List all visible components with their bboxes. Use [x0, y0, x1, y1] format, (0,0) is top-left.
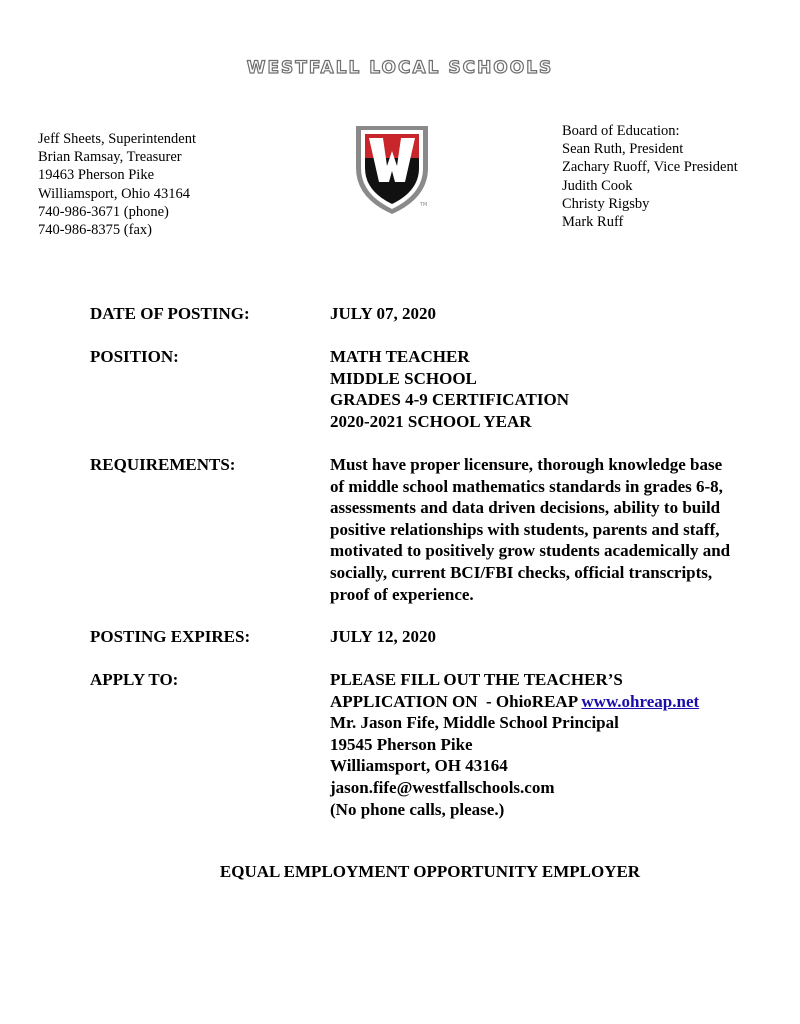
position-line: GRADES 4-9 CERTIFICATION [330, 390, 570, 410]
principal-name-line: Mr. Jason Fife, Middle School Principal [330, 713, 619, 733]
shield-icon [352, 124, 432, 216]
address-city-line: Williamsport, Ohio 43164 [38, 185, 191, 202]
treasurer-line: Brian Ramsay, Treasurer [38, 149, 182, 166]
equal-opportunity-statement: EQUAL EMPLOYMENT OPPORTUNITY EMPLOYER [219, 862, 641, 881]
board-member: Sean Ruth, President [562, 141, 684, 158]
board-heading: Board of Education: [562, 123, 680, 139]
apply-to-value [330, 669, 780, 820]
phone-line: 740-986-3671 (phone) [38, 203, 169, 220]
requirements-line: positive relationships with students, parents and staff, [330, 519, 720, 539]
board-member: Zachary Ruoff, Vice President [562, 159, 738, 176]
requirements-line: Must have proper licensure, thorough knowledge base [330, 455, 723, 474]
svg-text:TM: TM [420, 202, 428, 208]
apply-application-line [330, 691, 780, 713]
position-line: 2020-2021 SCHOOL YEAR [330, 411, 532, 431]
no-phone-calls-note: (No phone calls, please.) [330, 799, 505, 819]
apply-to-label: APPLY TO: [90, 670, 179, 689]
position-value [330, 346, 780, 432]
board-member: Christy Rigsby [562, 195, 650, 212]
westfall-shield-logo [352, 124, 432, 216]
position-label: POSITION: [90, 347, 179, 366]
requirements-line: of middle school mathematics standards in grades 6-8, [330, 476, 723, 496]
ohreap-link[interactable]: www.ohreap.net [581, 691, 700, 711]
requirements-value [330, 454, 780, 605]
position-line: MATH TEACHER [330, 347, 470, 366]
principal-street-line: 19545 Pherson Pike [330, 734, 473, 754]
date-of-posting-value: JULY 07, 2020 [330, 304, 436, 323]
apply-instruction-line: PLEASE FILL OUT THE TEACHER’S [330, 670, 623, 689]
requirements-line: assessments and data driven decisions, ability to build [330, 498, 721, 518]
date-of-posting-label: DATE OF POSTING: [90, 304, 250, 323]
requirements-line: motivated to positively grow students academically and [330, 541, 731, 561]
address-street-line: 19463 Pherson Pike [38, 167, 154, 184]
position-line: MIDDLE SCHOOL [330, 368, 477, 388]
posting-expires-value: JULY 12, 2020 [330, 627, 436, 646]
board-of-education-block [562, 122, 738, 231]
superintendent-line: Jeff Sheets, Superintendent [38, 131, 196, 147]
apply-application-text: APPLICATION ON - OhioREAP [330, 691, 582, 711]
board-member: Mark Ruff [562, 214, 624, 231]
requirements-line: socially, current BCI/FBI checks, official transcripts, [330, 562, 713, 582]
principal-city-line: Williamsport, OH 43164 [330, 756, 508, 776]
administration-contact-block [38, 130, 196, 239]
posting-expires-label: POSTING EXPIRES: [90, 627, 251, 646]
requirements-label: REQUIREMENTS: [90, 455, 236, 474]
fax-line: 740-986-8375 (fax) [38, 222, 152, 239]
requirements-line: proof of experience. [330, 584, 474, 604]
district-masthead: WESTFALL LOCAL SCHOOLS [246, 58, 554, 78]
principal-email-line: jason.fife@westfallschools.com [330, 777, 555, 797]
board-member: Judith Cook [562, 177, 633, 194]
